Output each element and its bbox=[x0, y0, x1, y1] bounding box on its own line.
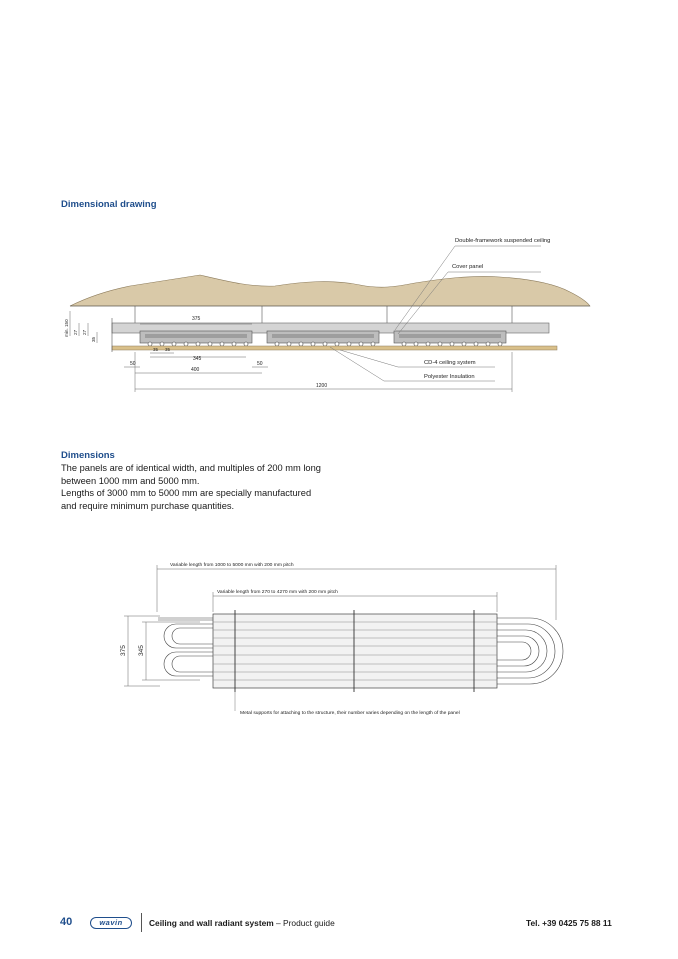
radiant-panel bbox=[394, 331, 506, 343]
pipe-loops-left bbox=[158, 618, 213, 676]
text-line: and require minimum purchase quantities. bbox=[61, 500, 235, 511]
dim-35-vertical: 35 bbox=[91, 336, 96, 342]
footer-title bbox=[149, 918, 335, 928]
dim-min-150: min. 150 bbox=[64, 319, 69, 337]
wavin-logo: wavin bbox=[90, 917, 132, 929]
supports-note: Metal supports for attaching to the structure, their number varies depending on the length of the panel bbox=[240, 711, 460, 716]
text-line: The panels are of identical width, and multiples of 200 mm long bbox=[61, 463, 321, 473]
dim-27-a: 27 bbox=[73, 329, 78, 335]
footer-divider bbox=[141, 913, 142, 932]
radiant-panel bbox=[267, 331, 379, 343]
height-375: 375 bbox=[120, 645, 127, 656]
dim-1200: 1200 bbox=[316, 383, 328, 389]
dim-35-a: 35 bbox=[153, 347, 159, 352]
pipe-loops-right bbox=[497, 618, 563, 684]
dim-35-b: 35 bbox=[165, 347, 171, 352]
panel-plan-drawing bbox=[0, 550, 678, 730]
label-cd4: CD-4 ceiling system bbox=[424, 360, 476, 366]
panel-body bbox=[213, 614, 497, 688]
text-line: Lengths of 3000 mm to 5000 mm are specially manufactured bbox=[61, 488, 312, 499]
dim-27-b: 27 bbox=[82, 329, 87, 335]
label-suspended-ceiling: Double-framework suspended ceiling bbox=[455, 238, 551, 244]
text-line: between 1000 mm and 5000 mm. bbox=[61, 475, 200, 486]
page-number: 40 bbox=[60, 916, 73, 928]
section-title-dimensional-drawing: Dimensional drawing bbox=[61, 199, 157, 210]
dimensional-drawing bbox=[0, 225, 678, 405]
cover-panel bbox=[112, 346, 557, 350]
dim-400: 400 bbox=[191, 367, 200, 373]
footer-title-rest: – Product guide bbox=[273, 918, 335, 928]
outer-length-label: Variable length from 1000 to 5000 mm with 200 mm pitch bbox=[170, 563, 294, 568]
ground-mass bbox=[70, 275, 590, 306]
dim-375: 375 bbox=[192, 316, 201, 322]
dimensions-text bbox=[61, 462, 351, 512]
radiant-panel bbox=[140, 331, 252, 343]
section-title-dimensions: Dimensions bbox=[61, 450, 115, 461]
label-insulation: Polyester Insulation bbox=[424, 374, 475, 380]
dim-50-right: 50 bbox=[257, 361, 263, 367]
footer-tel: Tel. +39 0425 75 88 11 bbox=[526, 918, 612, 928]
inner-length-label: Variable length from 270 to 4270 mm with 200 mm pitch bbox=[217, 590, 338, 595]
label-cover-panel: Cover panel bbox=[452, 264, 484, 270]
footer-title-bold: Ceiling and wall radiant system bbox=[149, 918, 274, 928]
dim-50-left: 50 bbox=[130, 361, 136, 367]
dim-345: 345 bbox=[193, 356, 202, 362]
height-345: 345 bbox=[138, 645, 145, 656]
